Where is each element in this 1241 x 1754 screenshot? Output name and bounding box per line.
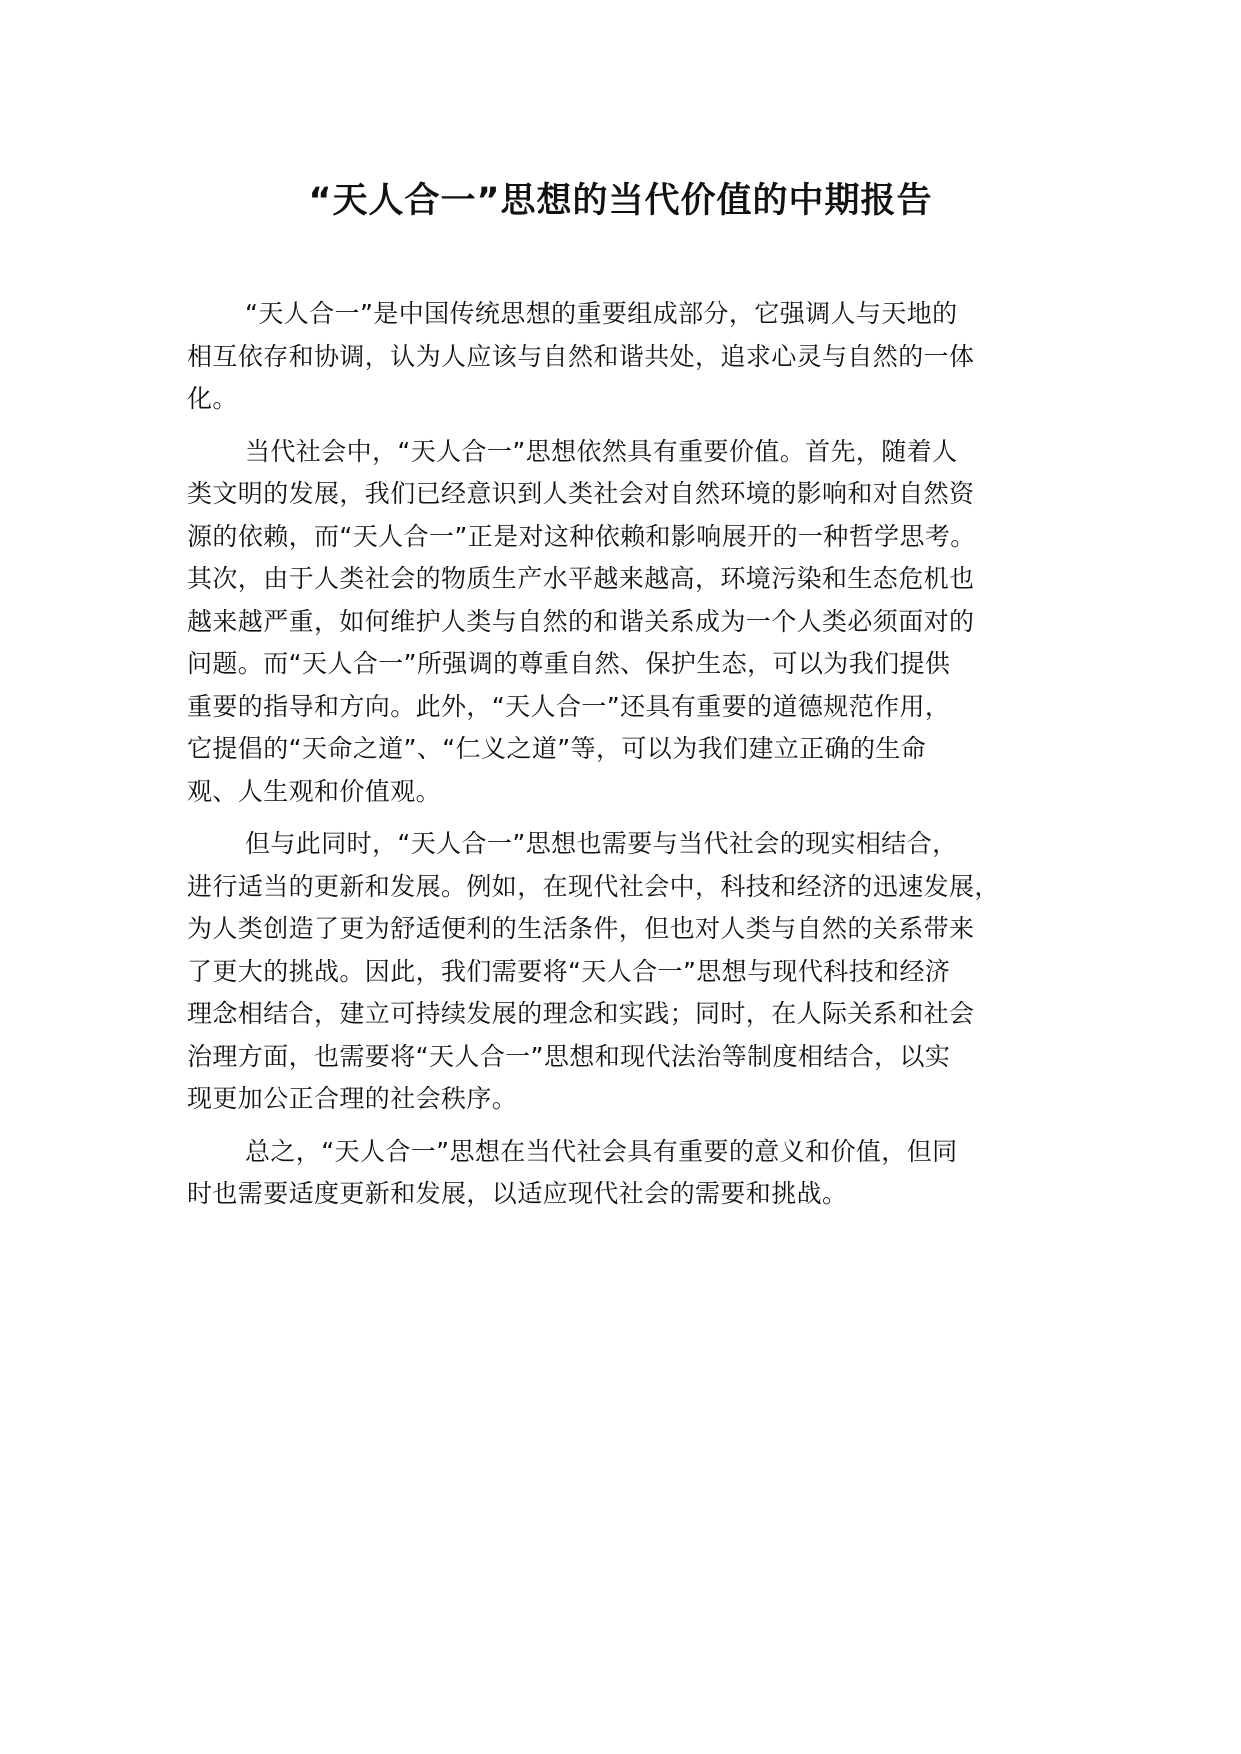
- paragraph-3: [187, 823, 1087, 1121]
- text-line: 总之，“天人合一”思想在当代社会具有重要的意义和价值，但同: [245, 1136, 958, 1166]
- text-line: 类文明的发展，我们已经意识到人类社会对自然环境的影响和对自然资: [187, 479, 975, 508]
- document-title: “天人合一”思想的当代价值的中期报告: [308, 181, 933, 221]
- text-line: 治理方面，也需要将“天人合一”思想和现代法治等制度相结合，以实: [187, 1041, 951, 1071]
- text-line: 重要的指导和方向。此外，“天人合一”还具有重要的道德规范作用，: [187, 691, 951, 721]
- text-line: 了更大的挑战。因此，我们需要将“天人合一”思想与现代科技和经济: [187, 956, 951, 986]
- text-line: 问题。而“天人合一”所强调的尊重自然、保护生态，可以为我们提供: [187, 649, 951, 678]
- text-line: 时也需要适度更新和发展，以适应现代社会的需要和挑战。: [187, 1179, 848, 1208]
- text-line: “天人合一”是中国传统思想的重要组成部分，它强调人与天地的: [245, 299, 958, 328]
- text-line: 为人类创造了更为舒适便利的生活条件，但也对人类与自然的关系带来: [187, 914, 975, 943]
- text-line: 其次，由于人类社会的物质生产水平越来越高，环境污染和生态危机也: [187, 564, 975, 593]
- text-line: 相互依存和协调，认为人应该与自然和谐共处，追求心灵与自然的一体: [187, 341, 975, 371]
- text-line: 观、人生观和价值观。: [187, 776, 442, 806]
- text-line: 化。: [187, 384, 238, 413]
- document-body: [187, 293, 1087, 1226]
- paragraph-4: [187, 1131, 1087, 1216]
- text-line: 理念相结合，建立可持续发展的理念和实践；同时，在人际关系和社会: [187, 999, 975, 1028]
- text-line: 越来越严重，如何维护人类与自然的和谐关系成为一个人类必须面对的: [187, 606, 975, 636]
- text-line: 但与此同时，“天人合一”思想也需要与当代社会的现实相结合，: [245, 829, 958, 858]
- paragraph-2: [187, 431, 1087, 814]
- text-line: 它提倡的“天命之道”、“仁义之道”等，可以为我们建立正确的生命: [187, 734, 927, 763]
- text-line: 源的依赖，而“天人合一”正是对这种依赖和影响展开的一种哲学思考。: [187, 521, 976, 551]
- text-line: 当代社会中，“天人合一”思想依然具有重要价值。首先，随着人: [245, 436, 958, 466]
- text-line: 现更加公正合理的社会秩序。: [187, 1084, 518, 1113]
- paragraph-1: [187, 293, 1087, 421]
- text-line: 进行适当的更新和发展。例如，在现代社会中，科技和经济的迅速发展，: [187, 871, 1000, 901]
